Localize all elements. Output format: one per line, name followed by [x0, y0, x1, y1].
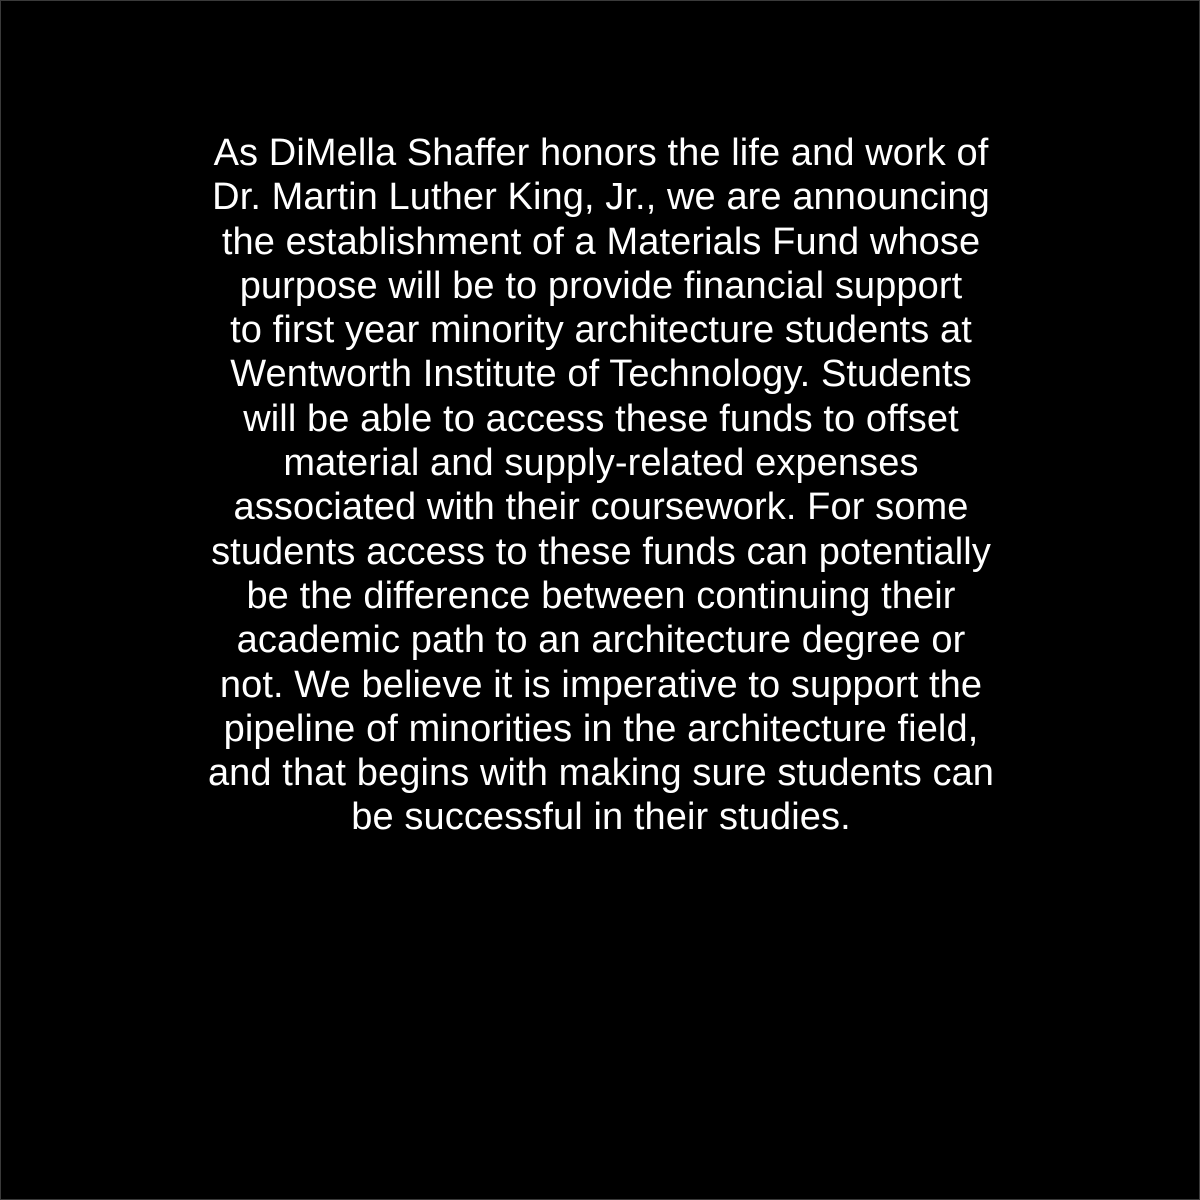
materials-fund-statement — [61, 131, 1141, 840]
statement-line: material and supply-related expenses — [283, 442, 919, 485]
statement-line: academic path to an architecture degree or — [236, 619, 966, 662]
statement-line: be successful in their studies. — [351, 796, 851, 839]
statement-line: students access to these funds can potentially — [211, 530, 991, 573]
statement-line: pipeline of minorities in the architecture field, — [223, 707, 979, 750]
statement-line: not. We believe it is imperative to support the — [219, 663, 983, 706]
statement-line: purpose will be to provide financial support — [239, 264, 963, 307]
statement-line: Dr. Martin Luther King, Jr., we are announcing — [212, 176, 990, 219]
statement-line: As DiMella Shaffer honors the life and work of — [213, 132, 989, 174]
statement-line: to first year minority architecture students at — [230, 309, 972, 352]
statement-line: will be able to access these funds to offset — [243, 397, 959, 440]
statement-line: and that begins with making sure students can — [207, 752, 995, 795]
statement-line: be the difference between continuing their — [246, 574, 956, 617]
statement-line: Wentworth Institute of Technology. Students — [230, 353, 972, 396]
statement-line: associated with their coursework. For some — [233, 486, 969, 529]
statement-line: the establishment of a Materials Fund whose — [221, 220, 981, 263]
